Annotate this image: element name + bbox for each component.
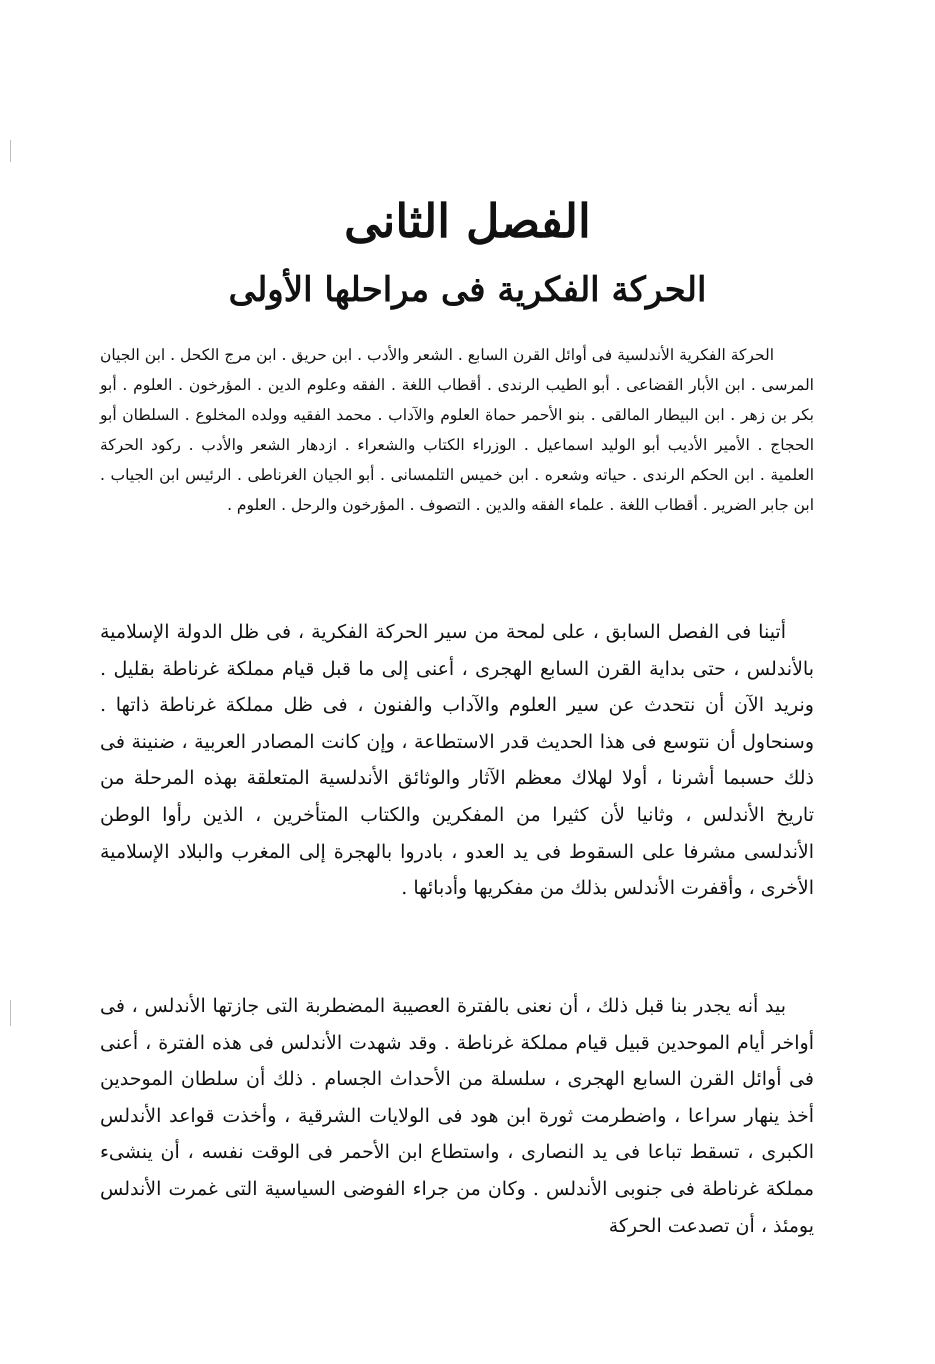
scan-margin-mark [10,140,11,162]
body-paragraph-2: بيد أنه يجدر بنا قبل ذلك ، أن نعنى بالفترة العصيبة المضطربة التى جازتها الأندلس ، فى أواخر أيام الموحدين قبيل قيام مملكة غرناطة . وقد شهدت الأندلس فى هذه الفترة ، أعنى فى أوائل القرن السابع الهجرى ، سلسلة من الأحداث الجسام . ذلك أن سلطان الموحدين أخذ ينهار سراعا ، واضطرمت ثورة ابن هود فى الولايات الشرقية ، وأخذت قواعد الأندلس الكبرى ، تسقط تباعا فى يد النصارى ، واستطاع ابن الأحمر فى الوقت نفسه ، أن ينشىء مملكة غرناطة فى جنوبى الأندلس . وكان من جراء الفوضى السياسية التى غمرت الأندلس يومئذ ، أن تصدعت الحركة [100,995,814,1237]
body-paragraph-1: أتينا فى الفصل السابق ، على لمحة من سير الحركة الفكرية ، فى ظل الدولة الإسلامية بالأندلس ، حتى بداية القرن السابع الهجرى ، أعنى إلى ما قبل قيام مملكة غرناطة بقليل . ونريد الآن أن نتحدث عن سير العلوم والآداب والفنون ، فى ظل مملكة غرناطة ذاتها . وسنحاول أن نتوسع فى هذا الحديث قدر الاستطاعة ، وإن كانت المصادر العربية ، ضنينة فى ذلك حسبما أشرنا ، أولا لهلاك معظم الآثار والوثائق الأندلسية المتعلقة بهذه المرحلة من تاريخ الأندلس ، وثانيا لأن كثيرا من المفكرين والكتاب المتأخرين ، الذين رأوا الوطن الأندلسى مشرفا على السقوط فى يد العدو ، بادروا بالهجرة إلى المغرب والبلاد الإسلامية الأخرى ، وأقفرت الأندلس بذلك من مفكريها وأدبائها . [100,621,814,900]
chapter-title: الفصل الثانى [344,194,591,248]
scan-margin-mark [10,1000,11,1026]
chapter-summary: الحركة الفكرية الأندلسية فى أوائل القرن السابع . الشعر والأدب . ابن حريق . ابن مرج الكحل . ابن الجيان المرسى . ابن الأبار القضاعى . أبو الطيب الرندى . أقطاب اللغة . الفقه وعلوم الدين . المؤرخون . العلوم . أبو بكر بن زهر . ابن البيطار المالقى . بنو الأحمر حماة العلوم والآداب . محمد الفقيه وولده المخلوع . السلطان أبو الحجاج . الأمير الأديب أبو الوليد اسماعيل . الوزراء الكتاب والشعراء . ازدهار الشعر والأدب . ركود الحركة العلمية . ابن الحكم الرندى . حياته وشعره . ابن خميس التلمسانى . أبو الجيان الغرناطى . الرئيس ابن الجياب . ابن جابر الضرير . أقطاب اللغة . علماء الفقه والدين . التصوف . المؤرخون والرحل . العلوم . [100,346,814,514]
chapter-subtitle: الحركة الفكرية فى مراحلها الأولى [228,270,707,310]
